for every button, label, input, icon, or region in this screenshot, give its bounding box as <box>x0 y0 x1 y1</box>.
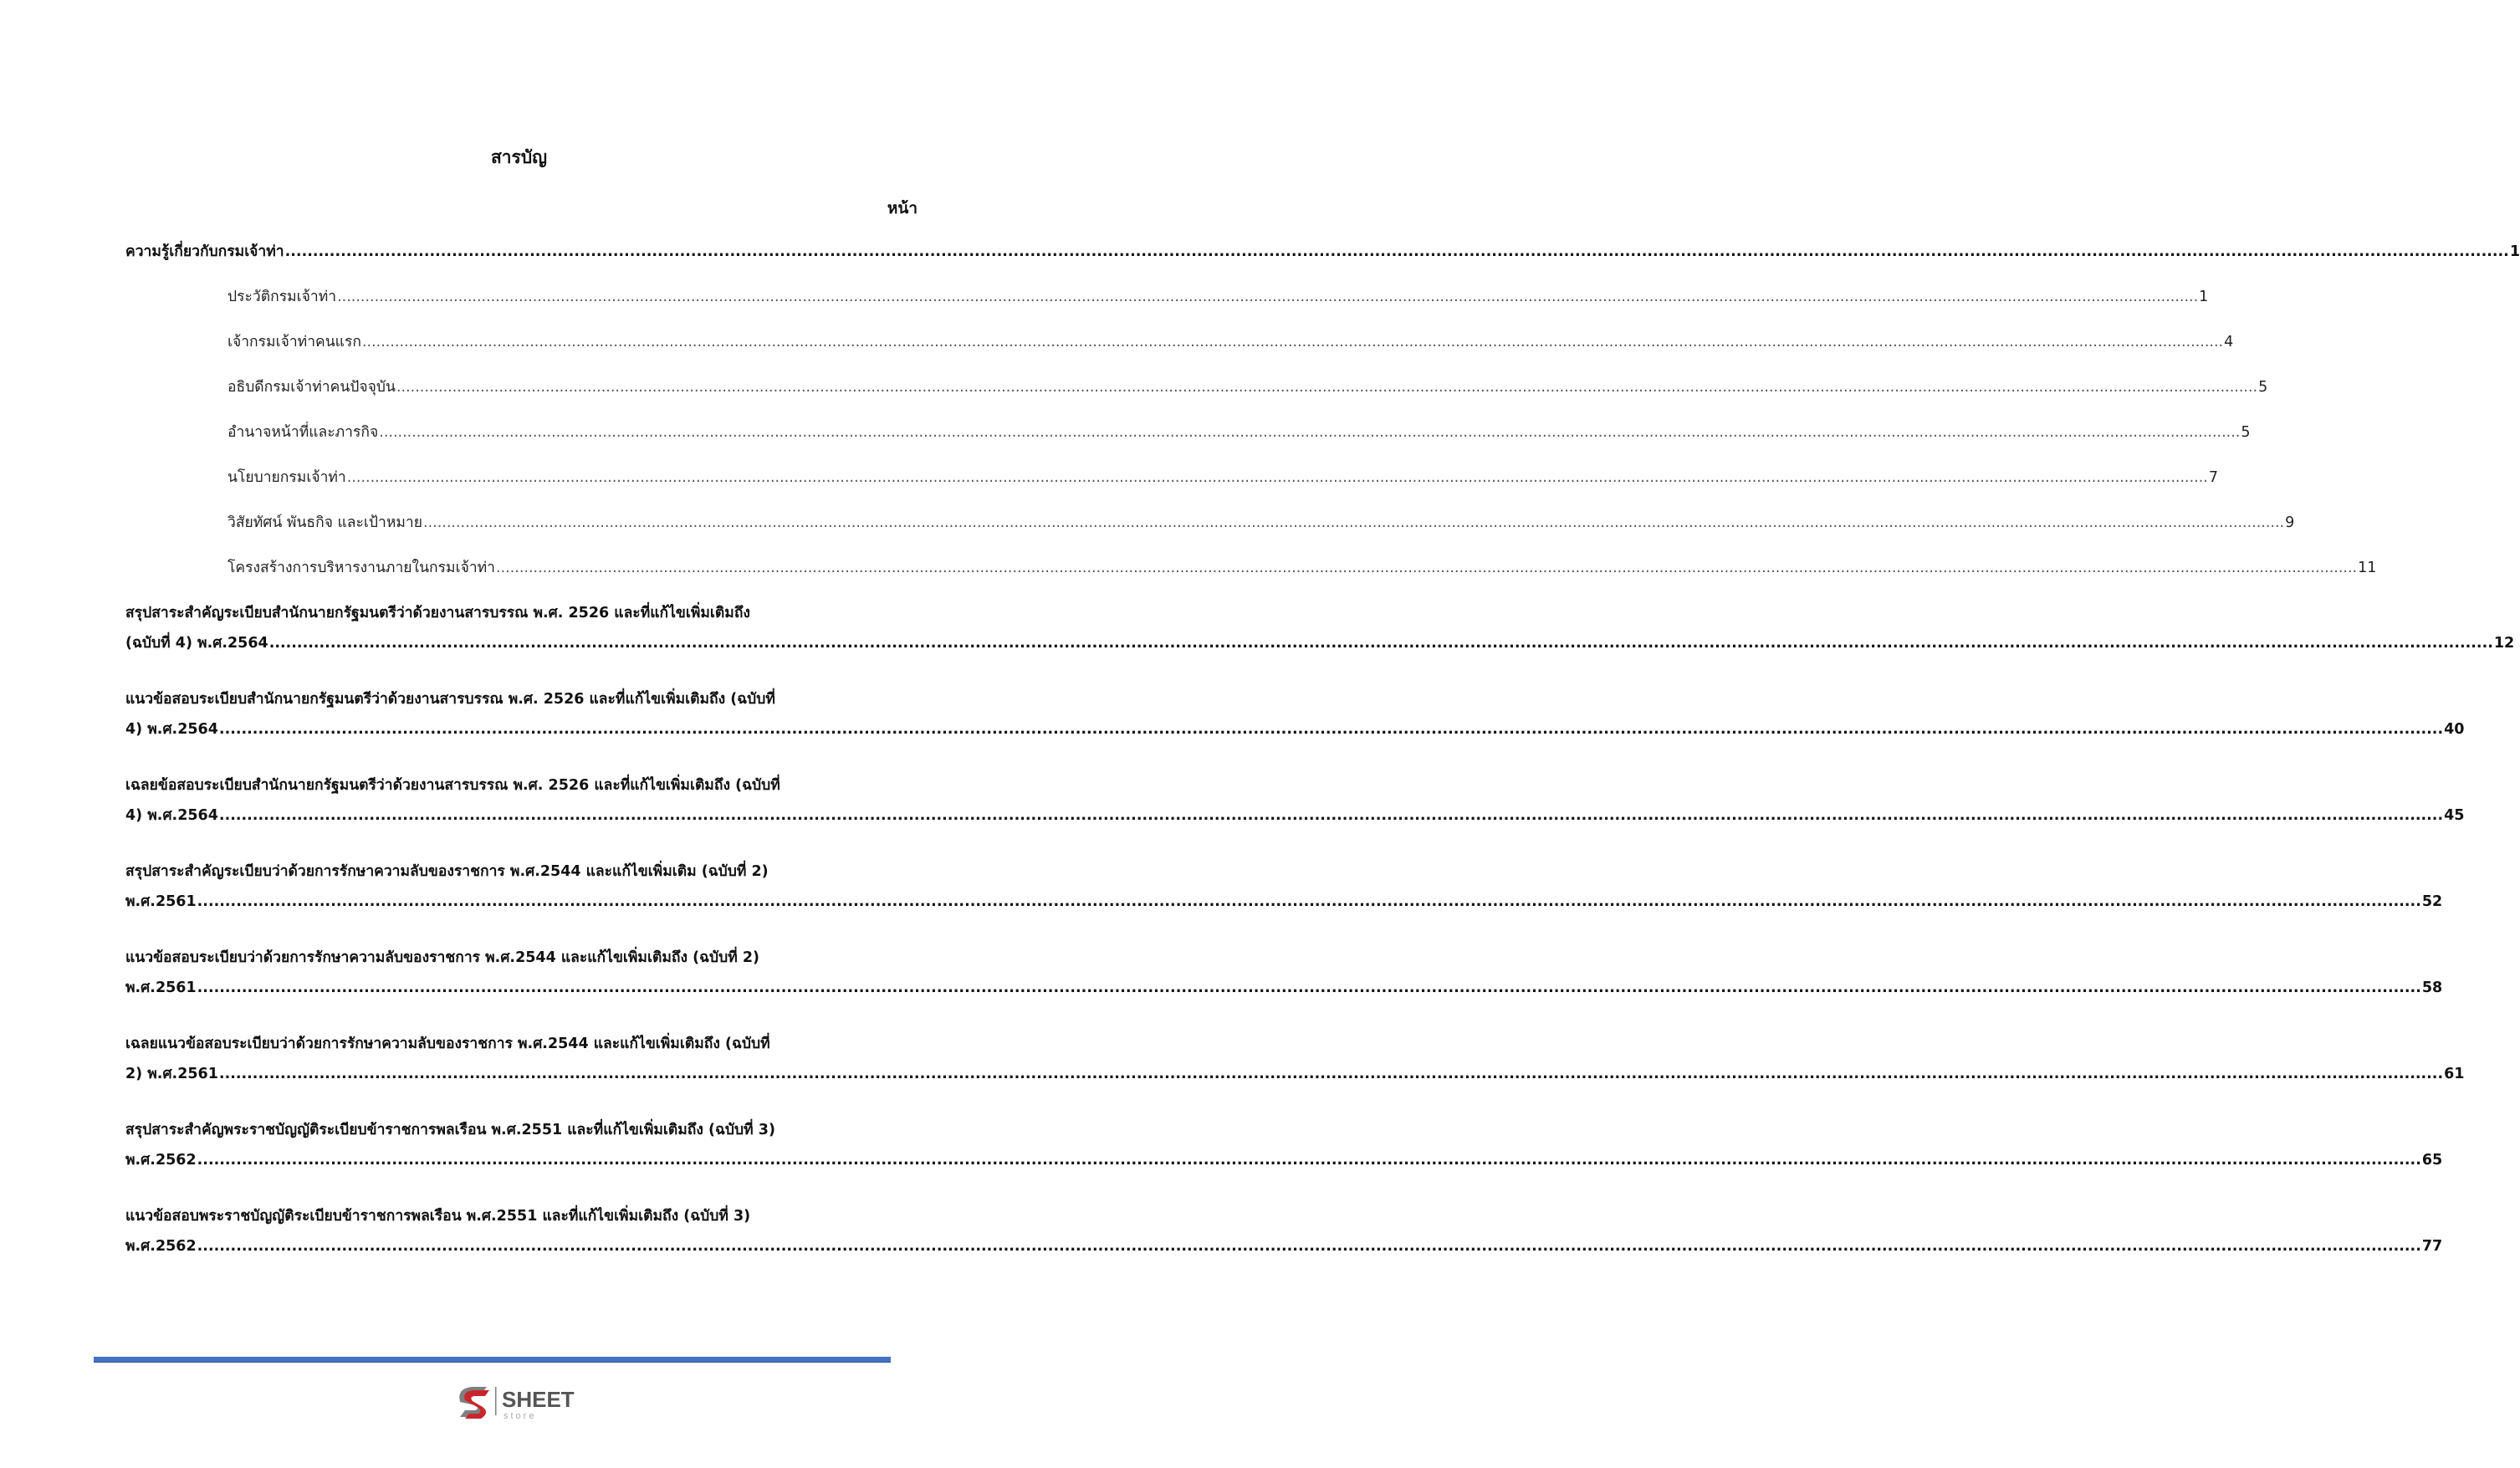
toc-entry-title-line: แนวข้อสอบพระราชบัญญัติระเบียบข้าราชการพลเรือน พ.ศ.2551 และที่แก้ไขเพิ่มเติมถึง (ฉบับที่ 3) <box>125 1208 751 1225</box>
page-title: สารบัญ <box>490 147 548 167</box>
toc-entry-page-number: 45 <box>2444 807 2465 824</box>
toc-entry-title: อธิบดีกรมเจ้าท่าคนปัจจุบัน <box>227 379 396 396</box>
toc-entry[interactable] <box>125 602 2515 654</box>
toc-entry[interactable] <box>125 1033 2465 1085</box>
toc-entry-page-number: 7 <box>2208 469 2219 486</box>
toc-entry-title: นโยบายกรมเจ้าท่า <box>227 469 346 486</box>
toc-entry[interactable] <box>125 331 2234 353</box>
toc-entry-leader-line <box>227 376 2268 398</box>
dot-leader: ................................................................................................................................................................................................................................................................................................................................................................................................................ <box>268 635 2493 652</box>
toc-entry-title-line: แนวข้อสอบระเบียบสำนักนายกรัฐมนตรีว่าด้วยงานสารบรรณ พ.ศ. 2526 และที่แก้ไขเพิ่มเติมถึง (ฉบับที่ <box>125 691 775 708</box>
footer-divider <box>94 1357 891 1363</box>
toc-entry-title-line: เฉลยแนวข้อสอบระเบียบว่าด้วยการรักษาความลับของราชการ พ.ศ.2544 และแก้ไขเพิ่มเติมถึง (ฉบับที่ <box>125 1036 770 1052</box>
dot-leader: ................................................................................................................................................................................................................................................................................................................................................................................................................ <box>346 469 2208 486</box>
toc-entry-page-number: 58 <box>2421 980 2443 996</box>
dot-leader: ................................................................................................................................................................................................................................................................................................................................................................................................................ <box>197 1152 2421 1169</box>
logo-brand-sub: store <box>503 1411 537 1421</box>
dot-leader: ................................................................................................................................................................................................................................................................................................................................................................................................................ <box>197 980 2421 996</box>
table-of-contents <box>125 241 2520 1292</box>
toc-entry-page-number: 4 <box>2224 334 2234 350</box>
toc-entry[interactable] <box>125 1119 2443 1171</box>
sheet-store-logo <box>453 1380 595 1422</box>
toc-entry-title-line: เฉลยข้อสอบระเบียบสำนักนายกรัฐมนตรีว่าด้วยงานสารบรรณ พ.ศ. 2526 และที่แก้ไขเพิ่มเติมถึง (ฉบับที่ <box>125 777 780 794</box>
toc-entry-page-number: 5 <box>2241 424 2251 441</box>
toc-entry-title: อำนาจหน้าที่และภารกิจ <box>227 424 379 441</box>
toc-entry-leader-line <box>227 286 2209 308</box>
toc-entry-leader-line <box>125 805 2465 826</box>
toc-entry[interactable] <box>125 241 2520 263</box>
toc-entry[interactable] <box>125 512 2295 534</box>
page-column-header: หน้า <box>887 199 918 217</box>
toc-entry-title: (ฉบับที่ 4) พ.ศ.2564 <box>125 635 268 652</box>
toc-entry-leader-line <box>125 891 2443 913</box>
dot-leader: ................................................................................................................................................................................................................................................................................................................................................................................................................ <box>218 807 2444 824</box>
toc-entry-leader-line <box>125 1149 2443 1171</box>
toc-entry[interactable] <box>125 947 2443 999</box>
toc-entry[interactable] <box>125 422 2251 443</box>
dot-leader: ................................................................................................................................................................................................................................................................................................................................................................................................................ <box>197 1238 2421 1255</box>
toc-entry-title-line: สรุปสาระสำคัญระเบียบสำนักนายกรัฐมนตรีว่าด้วยงานสารบรรณ พ.ศ. 2526 และที่แก้ไขเพิ่มเติมถึง <box>125 605 750 621</box>
toc-entry-title: พ.ศ.2562 <box>125 1238 197 1255</box>
toc-entry-leader-line <box>227 467 2219 488</box>
toc-entry-title: 2) พ.ศ.2561 <box>125 1066 218 1082</box>
toc-entry[interactable] <box>125 861 2443 913</box>
toc-entry-page-number: 65 <box>2421 1152 2443 1169</box>
dot-leader: ................................................................................................................................................................................................................................................................................................................................................................................................................ <box>361 334 2224 350</box>
toc-entry-title: เจ้ากรมเจ้าท่าคนแรก <box>227 334 361 350</box>
toc-entry-page-number: 40 <box>2444 721 2465 738</box>
toc-entry[interactable] <box>125 688 2465 740</box>
toc-entry[interactable] <box>125 376 2268 398</box>
toc-entry-leader-line <box>125 241 2520 263</box>
toc-entry-page-number: 1 <box>2199 289 2209 305</box>
dot-leader: ................................................................................................................................................................................................................................................................................................................................................................................................................ <box>396 379 2258 396</box>
logo-brand-name: SHEET <box>502 1387 575 1412</box>
toc-entry-title-line: สรุปสาระสำคัญพระราชบัญญัติระเบียบข้าราชการพลเรือน พ.ศ.2551 และที่แก้ไขเพิ่มเติมถึง (ฉบับที่ 3) <box>125 1122 775 1138</box>
toc-entry-title: พ.ศ.2561 <box>125 893 197 910</box>
dot-leader: ................................................................................................................................................................................................................................................................................................................................................................................................................ <box>197 893 2421 910</box>
toc-entry-title-line: แนวข้อสอบระเบียบว่าด้วยการรักษาความลับของราชการ พ.ศ.2544 และแก้ไขเพิ่มเติมถึง (ฉบับที่ 2) <box>125 949 760 966</box>
dot-leader: ................................................................................................................................................................................................................................................................................................................................................................................................................ <box>496 560 2358 576</box>
toc-entry[interactable] <box>125 286 2209 308</box>
toc-entry-leader-line <box>125 1235 2443 1257</box>
toc-entry-leader-line <box>125 1063 2465 1085</box>
toc-entry-title: 4) พ.ศ.2564 <box>125 721 218 738</box>
toc-entry-leader-line <box>227 422 2251 443</box>
toc-entry-page-number: 77 <box>2421 1238 2443 1255</box>
toc-entry-page-number: 52 <box>2421 893 2443 910</box>
toc-entry-title: พ.ศ.2562 <box>125 1152 197 1169</box>
dot-leader: ................................................................................................................................................................................................................................................................................................................................................................................................................ <box>379 424 2241 441</box>
dot-leader: ................................................................................................................................................................................................................................................................................................................................................................................................................ <box>423 514 2285 531</box>
toc-entry[interactable] <box>125 557 2377 579</box>
toc-entry-page-number: 1 <box>2509 243 2520 260</box>
dot-leader: ................................................................................................................................................................................................................................................................................................................................................................................................................ <box>337 289 2199 305</box>
toc-entry-title: โครงสร้างการบริหารงานภายในกรมเจ้าท่า <box>227 560 496 576</box>
toc-entry-leader-line <box>227 512 2295 534</box>
dot-leader: ................................................................................................................................................................................................................................................................................................................................................................................................................ <box>284 243 2509 260</box>
toc-entry-title: พ.ศ.2561 <box>125 980 197 996</box>
toc-entry-page-number: 61 <box>2444 1066 2465 1082</box>
logo-mark-icon <box>459 1387 489 1419</box>
toc-entry-page-number: 12 <box>2493 635 2515 652</box>
toc-entry-leader-line <box>227 557 2377 579</box>
toc-entry-leader-line <box>227 331 2234 353</box>
toc-entry[interactable] <box>125 775 2465 826</box>
toc-entry-page-number: 11 <box>2358 560 2377 576</box>
toc-entry-title: วิสัยทัศน์ พันธกิจ และเป้าหมาย <box>227 514 422 531</box>
toc-entry-title: 4) พ.ศ.2564 <box>125 807 218 824</box>
toc-entry-page-number: 9 <box>2285 514 2295 531</box>
toc-entry-leader-line <box>125 977 2443 999</box>
toc-entry-leader-line <box>125 632 2515 654</box>
toc-entry[interactable] <box>125 1205 2443 1257</box>
toc-entry-title: ความรู้เกี่ยวกับกรมเจ้าท่า <box>125 243 284 260</box>
toc-entry[interactable] <box>125 467 2219 488</box>
toc-entry-title: ประวัติกรมเจ้าท่า <box>227 289 337 305</box>
toc-entry-page-number: 5 <box>2258 379 2268 396</box>
dot-leader: ................................................................................................................................................................................................................................................................................................................................................................................................................ <box>218 1066 2444 1082</box>
dot-leader: ................................................................................................................................................................................................................................................................................................................................................................................................................ <box>218 721 2444 738</box>
toc-entry-title-line: สรุปสาระสำคัญระเบียบว่าด้วยการรักษาความลับของราชการ พ.ศ.2544 และแก้ไขเพิ่มเติม (ฉบับที่ 2) <box>125 863 769 880</box>
toc-entry-leader-line <box>125 719 2465 740</box>
